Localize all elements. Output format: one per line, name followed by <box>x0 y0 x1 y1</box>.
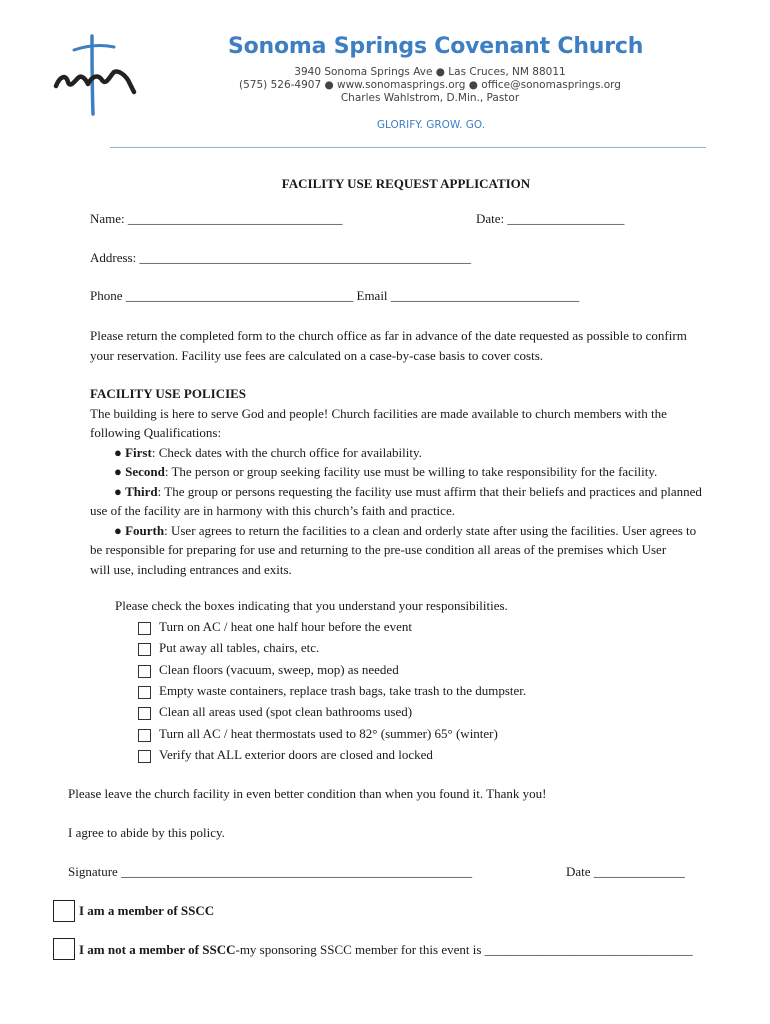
checkbox-ac-on[interactable] <box>138 622 151 635</box>
intro-paragraph: Please return the completed form to the church office as far in advance of the date requested as possible to confirm your reservation. Facility use fees are calculated on a case-by-case basis to cover costs. <box>90 328 687 363</box>
form-title: FACILITY USE REQUEST APPLICATION <box>281 176 531 191</box>
policy-item-third: ● Third: The group or persons requesting the facility use must affirm that their beliefs and practices and planned <box>114 483 702 499</box>
checklist-item-label: Clean floors (vacuum, sweep, mop) as needed <box>159 662 399 677</box>
checklist-item-label: Put away all tables, chairs, etc. <box>159 640 320 655</box>
signature-field[interactable]: Signature ______________________________________________________ <box>68 864 473 879</box>
church-address: 3940 Sonoma Springs Ave ● Las Cruces, NM 88011 <box>294 66 566 78</box>
church-contact: (575) 526-4907 ● www.sonomasprings.org ● office@sonomasprings.org <box>239 79 621 91</box>
header-divider <box>110 147 706 148</box>
address-field[interactable]: Address: ___________________________________________________ <box>90 250 471 265</box>
checklist-item-label: Empty waste containers, replace trash bags, take trash to the dumpster. <box>159 683 527 698</box>
checkbox-tables[interactable] <box>138 643 151 656</box>
checklist-item-label: Verify that ALL exterior doors are closed and locked <box>159 747 433 762</box>
nonmember-label: I am not a member of SSCC-my sponsoring SSCC member for this event is ________________________________ <box>79 942 693 957</box>
phone-email-field[interactable]: Phone ___________________________________ Email _____________________________ <box>90 288 580 303</box>
checklist-item-label: Clean all areas used (spot clean bathrooms used) <box>159 704 413 719</box>
checkbox-floors[interactable] <box>138 665 151 678</box>
policy-item-fourth: ● Fourth: User agrees to return the facilities to a clean and orderly state after using the facilities. User agrees to <box>114 522 697 538</box>
policies-section: FACILITY USE POLICIES The building is here to serve God and people! Church facilities are made available to church members with the following Qualifications: ● First: Check dates with the church office for availability. ● Second: The person or group seeking facility use must be willing to take responsibility for the facility. ● Third: The group or persons requesting the facility use must affirm that their beliefs and practices and planned use of the facility are in harmony with this church’s faith and practice. ● Fourth: User agrees to return the facilities to a clean and orderly state after using the facilities. User agrees to be responsible for preparing for use and returning to the pre-use condition all areas of the premises which User will use, including entrances and exits. <box>90 384 750 579</box>
church-name: Sonoma Springs Covenant Church <box>228 34 644 59</box>
checkbox-clean-areas[interactable] <box>138 707 151 720</box>
policy-item-second: ● Second: The person or group seeking facility use must be willing to take responsibility for the facility. <box>114 464 658 479</box>
member-label: I am a member of SSCC <box>79 903 215 918</box>
sponsor-field[interactable]: -my sponsoring SSCC member for this event is ________________________________ <box>235 942 693 957</box>
checkbox-waste[interactable] <box>138 686 151 699</box>
agree-text: I agree to abide by this policy. <box>68 825 225 840</box>
date-field[interactable]: Date: __________________ <box>476 211 625 226</box>
member-checkbox[interactable] <box>53 900 75 922</box>
checklist-intro: Please check the boxes indicating that you understand your responsibilities. <box>115 598 508 613</box>
checklist-item-label: Turn all AC / heat thermostats used to 82° (summer) 65° (winter) <box>159 726 498 741</box>
checkbox-thermostats[interactable] <box>138 729 151 742</box>
pastor-line: Charles Wahlstrom, D.Min., Pastor <box>340 92 520 104</box>
thanks-text: Please leave the church facility in even better condition than when you found it. Thank you! <box>68 786 547 801</box>
policies-heading: FACILITY USE POLICIES <box>90 386 247 401</box>
checklist-item-label: Turn on AC / heat one half hour before the event <box>159 619 412 634</box>
nonmember-checkbox[interactable] <box>53 938 75 960</box>
checkbox-doors[interactable] <box>138 750 151 763</box>
policy-item-first: ● First: Check dates with the church office for availability. <box>114 444 422 460</box>
tagline: GLORIFY. GROW. GO. <box>376 119 486 131</box>
signature-date-field[interactable]: Date ______________ <box>566 864 685 879</box>
name-field[interactable]: Name: _________________________________ <box>90 211 343 226</box>
